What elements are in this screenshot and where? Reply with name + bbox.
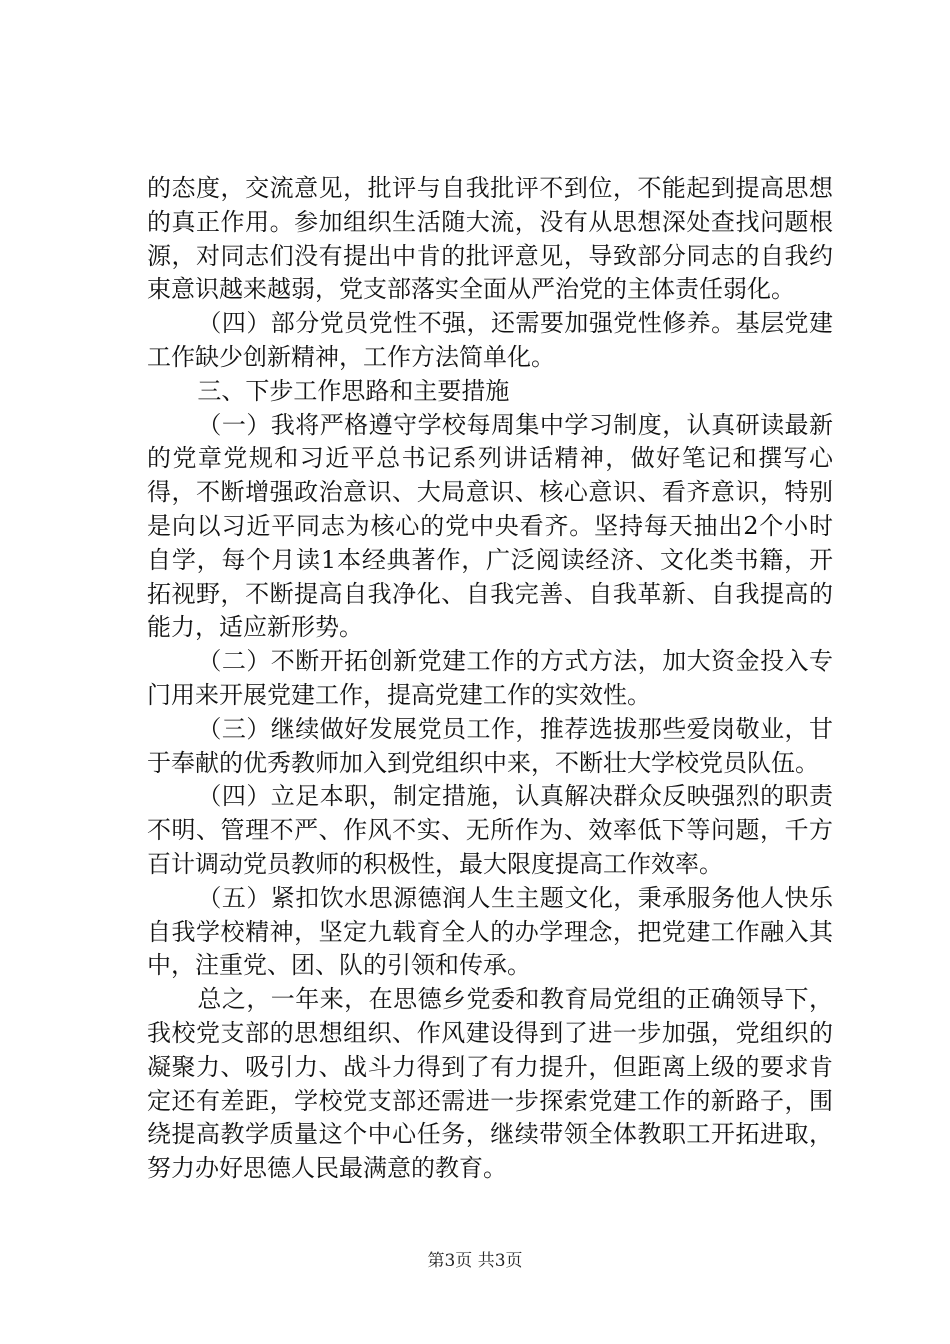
- paragraph-measure-2: （二）不断开拓创新党建工作的方式方法，加大资金投入专门用来开展党建工作，提高党建工作的实效性。: [147, 647, 833, 709]
- paragraph-issue-4: （四）部分党员党性不强，还需要加强党性修养。基层党建工作缺少创新精神，工作方法简单化。: [147, 309, 833, 371]
- document-body: [147, 172, 833, 1186]
- paragraph-continuation: 的态度，交流意见，批评与自我批评不到位，不能起到提高思想的真正作用。参加组织生活随大流，没有从思想深处查找问题根源，对同志们没有提出中肯的批评意见，导致部分同志的自我约束意识越来越弱，党支部落实全面从严治党的主体责任弱化。: [147, 174, 833, 304]
- page-number: 第3页 共3页: [427, 1251, 523, 1271]
- paragraph-measure-1: （一）我将严格遵守学校每周集中学习制度，认真研读最新的党章党规和习近平总书记系列讲话精神，做好笔记和撰写心得，不断增强政治意识、大局意识、核心意识、看齐意识，特别是向以习近平同志为核心的党中央看齐。坚持每天抽出2个小时自学，每个月读1本经典著作，广泛阅读经济、文化类书籍，开拓视野，不断提高自我净化、自我完善、自我革新、自我提高的能力，适应新形势。: [147, 410, 833, 642]
- paragraph-conclusion: 总之，一年来，在思德乡党委和教育局党组的正确领导下，我校党支部的思想组织、作风建设得到了进一步加强，党组织的凝聚力、吸引力、战斗力得到了有力提升，但距离上级的要求肯定还有差距，学校党支部还需进一步探索党建工作的新路子，围绕提高教学质量这个中心任务，继续带领全体教职工开拓进取，努力办好思德人民最满意的教育。: [147, 985, 833, 1183]
- section-heading-3: 三、下步工作思路和主要措施: [197, 376, 510, 405]
- paragraph-measure-3: （三）继续做好发展党员工作，推荐选拔那些爱岗敬业，甘于奉献的优秀教师加入到党组织中来，不断壮大学校党员队伍。: [147, 714, 833, 777]
- paragraph-measure-4: （四）立足本职，制定措施，认真解决群众反映强烈的职责不明、管理不严、作风不实、无所作为、效率低下等问题，千方百计调动党员教师的积极性，最大限度提高工作效率。: [147, 782, 833, 878]
- paragraph-measure-5: （五）紧扣饮水思源德润人生主题文化，秉承服务他人快乐自我学校精神，坚定九载育全人的办学理念，把党建工作融入其中，注重党、团、队的引领和传承。: [147, 883, 833, 980]
